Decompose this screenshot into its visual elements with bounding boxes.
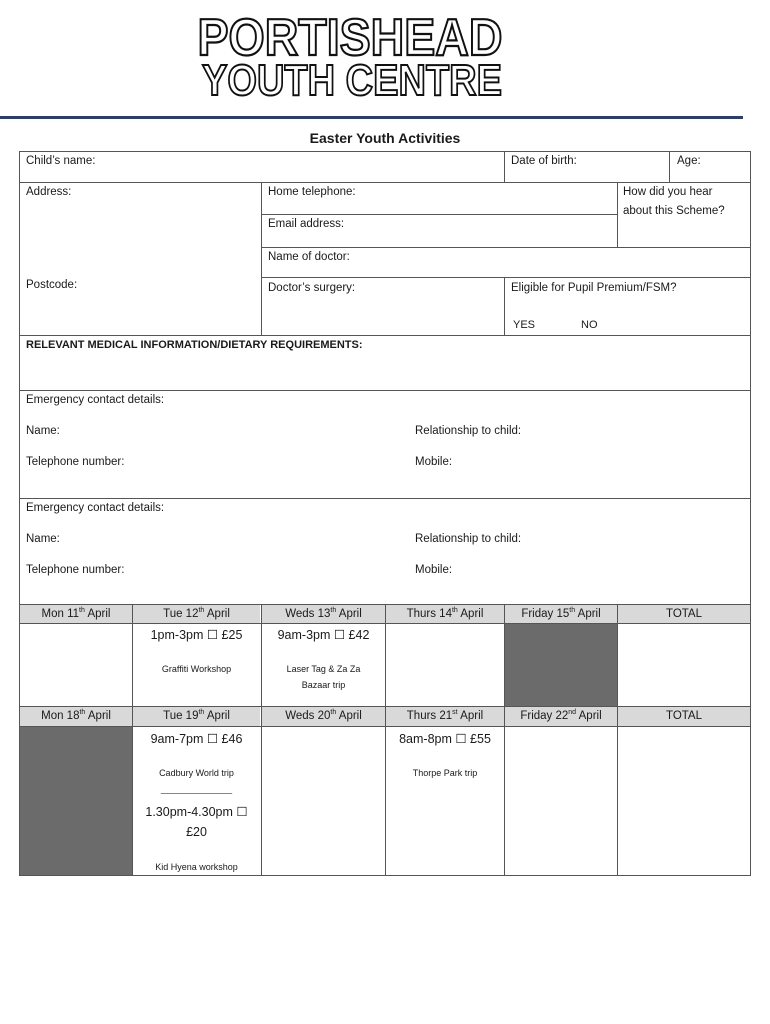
- week2-tue-option-2-price: £20: [186, 825, 207, 839]
- yes-option[interactable]: YES: [513, 319, 536, 331]
- child-name-label: Child’s name:: [26, 155, 96, 167]
- form-line: [19, 182, 751, 183]
- week2-day-header: Thurs 21st April: [386, 707, 504, 726]
- email-label: Email address:: [268, 218, 345, 230]
- dob-label: Date of birth:: [511, 155, 577, 167]
- week2-monday-unavailable: [20, 727, 132, 875]
- emergency-1-relationship-label: Relationship to child:: [415, 425, 522, 437]
- logo-graphic: [0, 0, 770, 112]
- hear-about-label-1: How did you hear: [623, 186, 713, 198]
- form-line: [261, 214, 617, 215]
- emergency-1-mobile-label: Mobile:: [415, 456, 453, 468]
- week1-day-header: Tue 12th April: [133, 605, 260, 623]
- form-line: [19, 335, 751, 336]
- hear-about-label-2: about this Scheme?: [623, 205, 725, 217]
- week2-day-header: Mon 18th April: [20, 707, 132, 726]
- no-option[interactable]: NO: [581, 319, 598, 331]
- week1-day-header: Thurs 14th April: [386, 605, 504, 623]
- emergency-2-name-label: Name:: [26, 533, 60, 545]
- form-border-right: [750, 151, 751, 604]
- form-line: [261, 277, 751, 278]
- medical-info-label: RELEVANT MEDICAL INFORMATION/DIETARY REQUIREMENTS:: [26, 339, 363, 351]
- week2-day-header: Weds 20th April: [262, 707, 385, 726]
- emergency-2-heading: Emergency contact details:: [26, 502, 165, 514]
- emergency-2-telephone-label: Telephone number:: [26, 564, 125, 576]
- week1-total-header: TOTAL: [618, 605, 750, 623]
- form-line: [19, 498, 751, 499]
- form-line: [504, 277, 505, 336]
- week2-tue-option-2[interactable]: 1.30pm-4.30pm ☐: [145, 805, 248, 819]
- week1-day-header: Weds 13th April: [262, 605, 385, 623]
- schedule-line: [750, 604, 751, 876]
- form-line: [261, 247, 751, 248]
- week1-day-header: Mon 11th April: [20, 605, 132, 623]
- emergency-2-relationship-label: Relationship to child:: [415, 533, 522, 545]
- emergency-1-telephone-label: Telephone number:: [26, 456, 125, 468]
- logo: [0, 0, 770, 112]
- week1-wed-activity: Laser Tag & Za Za: [286, 664, 361, 674]
- form-line: [261, 182, 262, 336]
- emergency-2-mobile-label: Mobile:: [415, 564, 453, 576]
- schedule-line: [132, 604, 133, 876]
- emergency-1-name-label: Name:: [26, 425, 60, 437]
- week1-tue-activity: Graffiti Workshop: [161, 664, 232, 674]
- week1-wed-activity: Bazaar trip: [301, 680, 346, 690]
- logo-line-1: PORTISHEAD: [197, 9, 503, 67]
- form-line: [669, 151, 670, 183]
- age-label: Age:: [677, 155, 701, 167]
- week2-thu-activity: Thorpe Park trip: [412, 768, 478, 778]
- doctor-surgery-label: Doctor’s surgery:: [268, 282, 356, 294]
- week2-tue-option-1[interactable]: 9am-7pm ☐ £46: [150, 732, 243, 746]
- week2-tue-activity-2: Kid Hyena workshop: [155, 862, 238, 872]
- form-border-left: [19, 151, 20, 604]
- postcode-label: Postcode:: [26, 279, 78, 291]
- form-line: [19, 390, 751, 391]
- week1-wed-option[interactable]: 9am-3pm ☐ £42: [277, 628, 370, 642]
- week2-total-header: TOTAL: [618, 707, 750, 726]
- week2-thu-option[interactable]: 8am-8pm ☐ £55: [399, 732, 491, 746]
- page-title: Easter Youth Activities: [309, 130, 461, 146]
- form-line: [617, 182, 618, 248]
- week2-day-header: Tue 19th April: [133, 707, 260, 726]
- schedule-line: [617, 604, 618, 876]
- doctor-name-label: Name of doctor:: [268, 251, 350, 263]
- week2-tue-activity-1: Cadbury World trip: [159, 768, 234, 778]
- home-telephone-label: Home telephone:: [268, 186, 356, 198]
- schedule-line: [385, 604, 386, 876]
- schedule-line: [504, 604, 505, 876]
- schedule-line: [261, 604, 262, 876]
- header-divider: [0, 116, 743, 119]
- pupil-premium-label: Eligible for Pupil Premium/FSM?: [511, 282, 677, 294]
- emergency-1-heading: Emergency contact details:: [26, 394, 165, 406]
- address-label: Address:: [26, 186, 72, 198]
- week1-tue-option[interactable]: 1pm-3pm ☐ £25: [150, 628, 243, 642]
- week1-day-header: Friday 15th April: [505, 605, 617, 623]
- schedule-line: [19, 604, 20, 876]
- form-line: [19, 151, 751, 152]
- logo-line-2: YOUTH CENTRE: [202, 56, 502, 105]
- week2-tue-divider: ________________: [160, 785, 233, 794]
- form-line: [504, 151, 505, 183]
- week1-friday-unavailable: [505, 624, 617, 706]
- week2-day-header: Friday 22nd April: [505, 707, 617, 726]
